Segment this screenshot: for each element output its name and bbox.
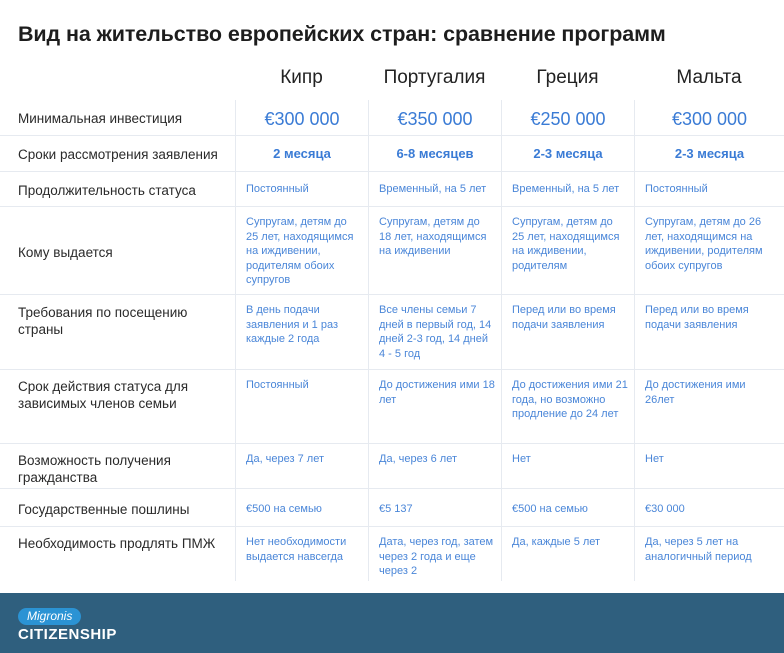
cell-min-investment-greece: €250 000	[501, 100, 634, 135]
column-header-greece: Греция	[536, 67, 599, 88]
cell-who-receives-cyprus: Супругам, детям до 25 лет, находящимся на иждивении, родителям обоих супругов	[235, 206, 368, 294]
cell-fees-portugal: €5 137	[368, 488, 501, 526]
column-header-cyprus: Кипр	[280, 67, 323, 88]
footer-bar	[0, 593, 784, 653]
cell-renewal-portugal: Дата, через год, затем через 2 года и еще через 2	[368, 526, 501, 581]
row-label-status-duration: Продолжительность статуса	[0, 171, 235, 206]
column-header-malta: Мальта	[676, 67, 742, 88]
row-label-citizenship: Возможность получения гражданства	[0, 443, 235, 488]
cell-min-investment-portugal: €350 000	[368, 100, 501, 135]
cell-fees-malta: €30 000	[634, 488, 784, 526]
row-label-processing-time: Сроки рассмотрения заявления	[0, 135, 235, 171]
cell-processing-time-greece: 2-3 месяца	[501, 135, 634, 171]
row-label-visit-requirements: Требования по посещению страны	[0, 294, 235, 369]
cell-processing-time-portugal: 6-8 месяцев	[368, 135, 501, 171]
cell-citizenship-cyprus: Да, через 7 лет	[235, 443, 368, 488]
cell-renewal-cyprus: Нет необходимости выдается навсегда	[235, 526, 368, 581]
cell-visit-requirements-malta: Перед или во время подачи заявления	[634, 294, 784, 369]
row-label-min-investment: Минимальная инвестиция	[18, 111, 183, 126]
column-header-portugal: Португалия	[383, 67, 486, 88]
cell-status-duration-greece: Временный, на 5 лет	[501, 171, 634, 206]
comparison-table	[0, 62, 784, 581]
cell-visit-requirements-portugal: Все члены семьи 7 дней в первый год, 14 дней 2-3 год, 14 дней 4 - 5 год	[368, 294, 501, 369]
page-title: Вид на жительство европейских стран: сравнение программ	[18, 22, 666, 46]
cell-fees-cyprus: €500 на семью	[235, 488, 368, 526]
cell-processing-time-cyprus: 2 месяца	[235, 135, 368, 171]
cell-who-receives-malta: Супругам, детям до 26 лет, находящимся на иждивении, родителям обоих супругов	[634, 206, 784, 294]
cell-dependents-validity-greece: До достижения ими 21 года, но возможно продление до 24 лет	[501, 369, 634, 443]
cell-status-duration-malta: Постоянный	[634, 171, 784, 206]
row-label-renewal: Необходимость продлять ПМЖ	[0, 526, 235, 581]
cell-renewal-greece: Да, каждые 5 лет	[501, 526, 634, 581]
cell-renewal-malta: Да, через 5 лет на аналогичный период	[634, 526, 784, 581]
cell-visit-requirements-cyprus: В день подачи заявления и 1 раз каждые 2 года	[235, 294, 368, 369]
cell-status-duration-cyprus: Постоянный	[235, 171, 368, 206]
cell-visit-requirements-greece: Перед или во время подачи заявления	[501, 294, 634, 369]
brand-logo-pill: Migronis	[18, 608, 81, 625]
cell-dependents-validity-cyprus: Постоянный	[235, 369, 368, 443]
cell-citizenship-malta: Нет	[634, 443, 784, 488]
cell-min-investment-cyprus: €300 000	[235, 100, 368, 135]
cell-who-receives-portugal: Супругам, детям до 18 лет, находящимся на иждивении	[368, 206, 501, 294]
header-corner	[0, 62, 235, 100]
cell-status-duration-portugal: Временный, на 5 лет	[368, 171, 501, 206]
row-label-fees: Государственные пошлины	[0, 488, 235, 526]
cell-processing-time-malta: 2-3 месяца	[634, 135, 784, 171]
row-label-dependents-validity: Срок действия статуса для зависимых членов семьи	[0, 369, 235, 443]
brand-logo-wordmark: CITIZENSHIP	[18, 626, 117, 643]
cell-fees-greece: €500 на семью	[501, 488, 634, 526]
cell-dependents-validity-malta: До достижения ими 26лет	[634, 369, 784, 443]
row-label-who-receives: Кому выдается	[0, 206, 235, 294]
cell-citizenship-portugal: Да, через 6 лет	[368, 443, 501, 488]
cell-who-receives-greece: Супругам, детям до 25 лет, находящимся на иждивении, родителям	[501, 206, 634, 294]
cell-min-investment-malta: €300 000	[634, 100, 784, 135]
cell-dependents-validity-portugal: До достижения ими 18 лет	[368, 369, 501, 443]
cell-citizenship-greece: Нет	[501, 443, 634, 488]
